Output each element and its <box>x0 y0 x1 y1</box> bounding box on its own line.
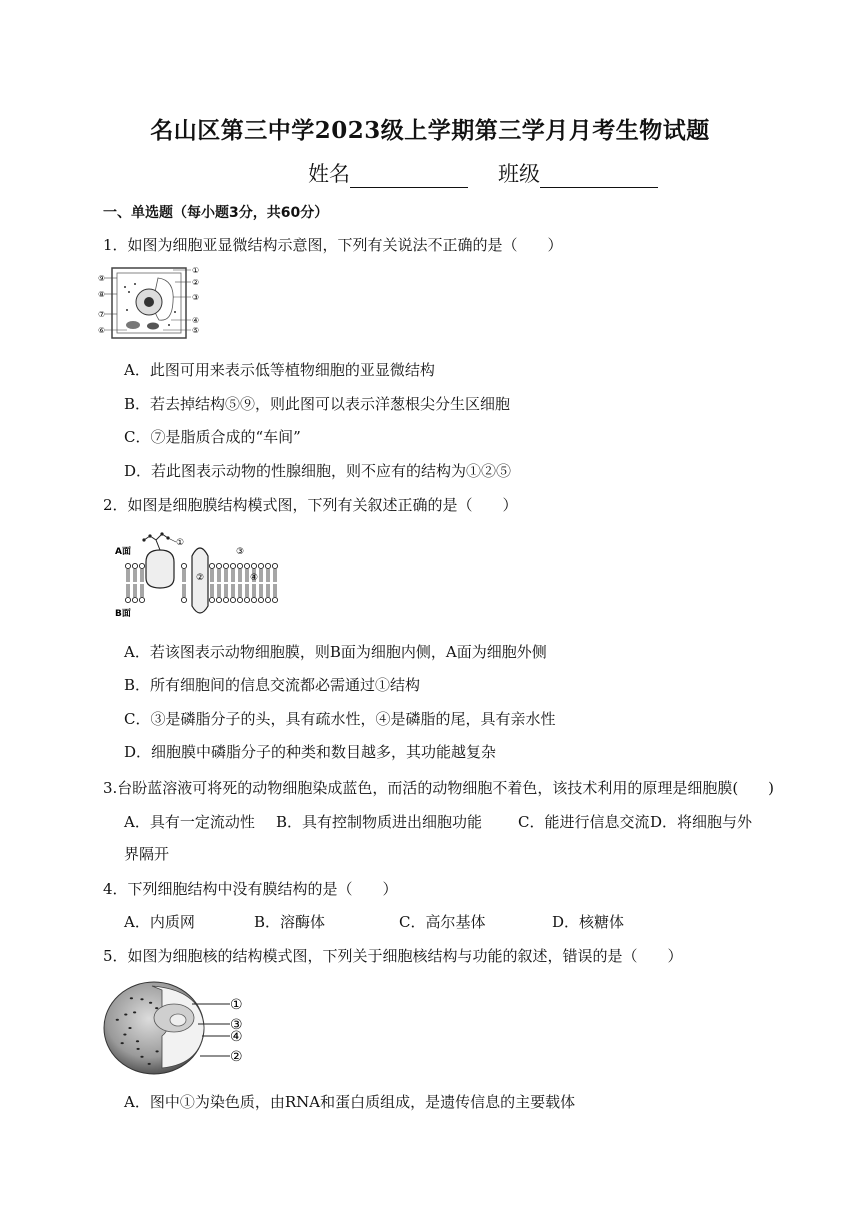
q1-fig-label: ② <box>192 278 200 287</box>
q5-fig-label-2: ② <box>230 1049 243 1065</box>
q3-stem: 3.台盼蓝溶液可将死的动物细胞染成蓝色，而活的动物细胞不着色，该技术利用的原理是细胞膜( ) <box>103 779 775 797</box>
name-blank[interactable] <box>350 167 468 188</box>
class-label: 班级 <box>498 162 540 186</box>
q2-a-side-label: A面 <box>115 547 131 557</box>
q4-option-a: A．内质网 <box>124 913 195 931</box>
q1-stem: 1．如图为细胞亚显微结构示意图，下列有关说法不正确的是（ ） <box>103 236 563 254</box>
q2-fig-label-3: ③ <box>236 547 245 557</box>
q2-option-a: A．若该图表示动物细胞膜，则B面为细胞内侧，A面为细胞外侧 <box>124 643 547 661</box>
q1-fig-label: ④ <box>192 316 200 325</box>
q1-fig-label: ⑥ <box>98 326 106 335</box>
q3-option-d-continued: 界隔开 <box>124 845 170 863</box>
q1-option-c: C．⑦是脂质合成的“车间” <box>124 428 301 446</box>
q4-option-d: D．核糖体 <box>552 913 625 931</box>
q3-option-b: B．具有控制物质进出细胞功能 <box>276 813 483 831</box>
q5-fig-label-4: ④ <box>230 1029 243 1045</box>
q1-option-b: B．若去掉结构⑤⑨，则此图可以表示洋葱根尖分生区细胞 <box>124 395 511 413</box>
q3-options-row <box>124 811 752 832</box>
q1-fig-label: ① <box>192 266 200 275</box>
q5-fig-label-1: ① <box>230 997 243 1013</box>
q2-fig-label-1: ① <box>176 538 185 548</box>
q1-option-d: D．若此图表示动物的性腺细胞，则不应有的结构为①②⑤ <box>124 462 512 480</box>
q2-stem: 2．如图是细胞膜结构模式图，下列有关叙述正确的是（ ） <box>103 496 518 514</box>
q2-option-c: C．③是磷脂分子的头，具有疏水性，④是磷脂的尾，具有亲水性 <box>124 710 556 728</box>
section-heading: 一、单选题（每小题3分，共60分） <box>103 205 329 221</box>
name-label: 姓名 <box>308 162 350 186</box>
q1-cell-figure <box>98 262 203 344</box>
q5-fig-label-3: ③ <box>230 1017 243 1033</box>
q1-fig-label: ⑨ <box>98 274 106 283</box>
q4-stem: 4．下列细胞结构中没有膜结构的是（ ） <box>103 880 398 898</box>
q1-fig-label: ③ <box>192 293 200 302</box>
q5-stem: 5．如图为细胞核的结构模式图，下列关于细胞核结构与功能的叙述，错误的是（ ） <box>103 947 683 965</box>
q2-option-b: B．所有细胞间的信息交流都必需通过①结构 <box>124 676 421 694</box>
name-class-line <box>308 158 658 188</box>
q2-fig-label-4: ④ <box>250 573 259 583</box>
q1-fig-label: ⑦ <box>98 310 106 319</box>
q3-option-a: A．具有一定流动性 <box>124 813 255 831</box>
q5-option-a: A．图中①为染色质，由RNA和蛋白质组成，是遗传信息的主要载体 <box>124 1093 576 1111</box>
q2-b-side-label: B面 <box>115 609 131 619</box>
q1-fig-label: ⑧ <box>98 290 106 299</box>
q4-option-b: B．溶酶体 <box>254 913 326 931</box>
q3-option-c: C．能进行信息交流 <box>518 813 650 831</box>
q4-option-c: C．高尔基体 <box>399 913 486 931</box>
q1-option-a: A．此图可用来表示低等植物细胞的亚显微结构 <box>124 361 435 379</box>
q1-fig-label: ⑤ <box>192 326 200 335</box>
q2-fig-label-2: ② <box>196 573 205 583</box>
q5-nucleus-figure <box>102 976 252 1076</box>
page-title: 名山区第三中学2023级上学期第三学月月考生物试题 <box>150 117 710 144</box>
q4-options-row <box>124 911 624 932</box>
q2-membrane-figure <box>110 528 282 620</box>
q3-option-d: D．将细胞与外 <box>650 813 753 831</box>
class-blank[interactable] <box>540 167 658 188</box>
q2-option-d: D．细胞膜中磷脂分子的种类和数目越多，其功能越复杂 <box>124 743 497 761</box>
